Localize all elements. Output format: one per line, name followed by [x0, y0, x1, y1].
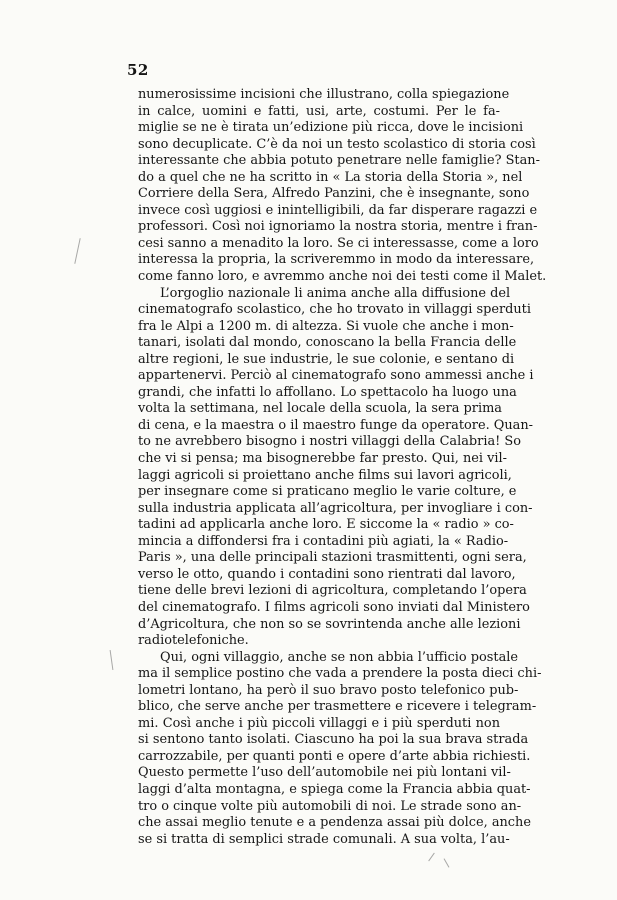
text-line: altre regioni, le sue industrie, le sue colonie, e sentano di	[138, 351, 515, 367]
margin-mark	[428, 853, 435, 862]
margin-mark	[74, 238, 80, 264]
text-line: tiene delle brevi lezioni di agricoltura, completando l’opera	[138, 583, 527, 599]
text-line: cinematografo scolastico, che ho trovato in villaggi sperduti	[138, 302, 531, 318]
text-line: d’Agricoltura, che non so se sovrintenda anche alle lezioni	[138, 616, 521, 632]
text-line: del cinematografo. I films agricoli sono inviati dal Ministero	[138, 599, 530, 615]
text-line: Questo permette l’uso dell’automobile nei più lontani vil-	[138, 765, 511, 781]
text-line: laggi d’alta montagna, e spiega come la Francia abbia quat-	[138, 781, 531, 797]
text-line: appartenervi. Perciò al cinematografo sono ammessi anche i	[138, 368, 534, 384]
text-line: sono decuplicate. C’è da noi un testo scolastico di storia così	[138, 136, 536, 152]
text-line: che vi si pensa; ma bisognerebbe far presto. Qui, nei vil-	[138, 451, 507, 467]
text-line: di cena, e la maestra o il maestro funge da operatore. Quan-	[138, 417, 533, 433]
text-line: per insegnare come si praticano meglio le varie colture, e	[138, 484, 517, 500]
text-line: che assai meglio tenute e a pendenza assai più dolce, anche	[138, 815, 531, 831]
text-line: L’orgoglio nazionale li anima anche alla diffusione del	[160, 285, 511, 301]
text-line: come fanno loro, e avremmo anche noi dei testi come il Malet.	[138, 269, 547, 285]
text-line: mi. Così anche i più piccoli villaggi e i più sperduti non	[138, 715, 500, 731]
text-line: in calce, uomini e fatti, usi, arte, costumi. Per le fa-	[138, 103, 500, 119]
margin-mark	[444, 858, 450, 867]
text-line: mincia a diffondersi fra i contadini più agiati, la « Radio-	[138, 533, 509, 549]
text-line: interessa la propria, la scriveremmo in modo da interessare,	[138, 252, 535, 268]
text-line: tanari, isolati dal mondo, conoscano la bella Francia delle	[138, 335, 517, 351]
text-line: Corriere della Sera, Alfredo Panzini, che è insegnante, sono	[138, 186, 530, 202]
text-line: tro o cinque volte più automobili di noi. Le strade sono an-	[138, 798, 522, 814]
text-line: carrozzabile, per quanti ponti e opere d’arte abbia richiesti.	[138, 748, 531, 764]
text-line: sulla industria applicata all’agricoltura, per invogliare i con-	[138, 500, 533, 516]
text-line: se si tratta di semplici strade comunali. A sua volta, l’au-	[138, 831, 510, 847]
text-line: grandi, che infatti lo affollano. Lo spettacolo ha luogo una	[138, 384, 517, 400]
text-line: cesi sanno a menadito la loro. Se ci interessasse, come a loro	[138, 235, 539, 251]
text-line: tadini ad applicarla anche loro. E siccome la « radio » co-	[138, 517, 514, 533]
text-line: laggi agricoli si proiettano anche films sui lavori agricoli,	[138, 467, 512, 483]
text-line: do a quel che ne ha scritto in « La storia della Storia », nel	[138, 169, 523, 185]
text-line: lometri lontano, ha però il suo bravo posto telefonico pub-	[138, 682, 519, 698]
text-line: verso le otto, quando i contadini sono rientrati dal lavoro,	[138, 566, 516, 582]
text-line: ma il semplice postino che vada a prendere la posta dieci chi-	[138, 666, 542, 682]
text-line: to ne avrebbero bisogno i nostri villaggi della Calabria! So	[138, 434, 522, 450]
page-number: 52	[127, 61, 149, 79]
text-block	[138, 87, 547, 848]
text-line: numerosissime incisioni che illustrano, colla spiegazione	[138, 87, 510, 102]
text-line: si sentono tanto isolati. Ciascuno ha poi la sua brava strada	[138, 732, 529, 748]
text-line: professori. Così noi ignoriamo la nostra storia, mentre i fran-	[138, 219, 538, 235]
text-line: volta la settimana, nel locale della scuola, la sera prima	[138, 401, 502, 417]
text-line: blico, che serve anche per trasmettere e ricevere i telegram-	[138, 699, 537, 715]
margin-mark	[110, 650, 114, 670]
text-line: miglie se ne è tirata un’edizione più ricca, dove le incisioni	[138, 120, 524, 136]
text-line: radiotelefoniche.	[138, 633, 249, 649]
text-line: Qui, ogni villaggio, anche se non abbia l’ufficio postale	[160, 649, 519, 665]
text-line: fra le Alpi a 1200 m. di altezza. Si vuole che anche i mon-	[138, 318, 514, 334]
text-line: invece così uggiosi e inintelligibili, da far disperare ragazzi e	[138, 202, 538, 218]
text-line: Paris », una delle principali stazioni trasmittenti, ogni sera,	[138, 550, 527, 566]
text-line: interessante che abbia potuto penetrare nelle famiglie? Stan-	[138, 153, 540, 169]
